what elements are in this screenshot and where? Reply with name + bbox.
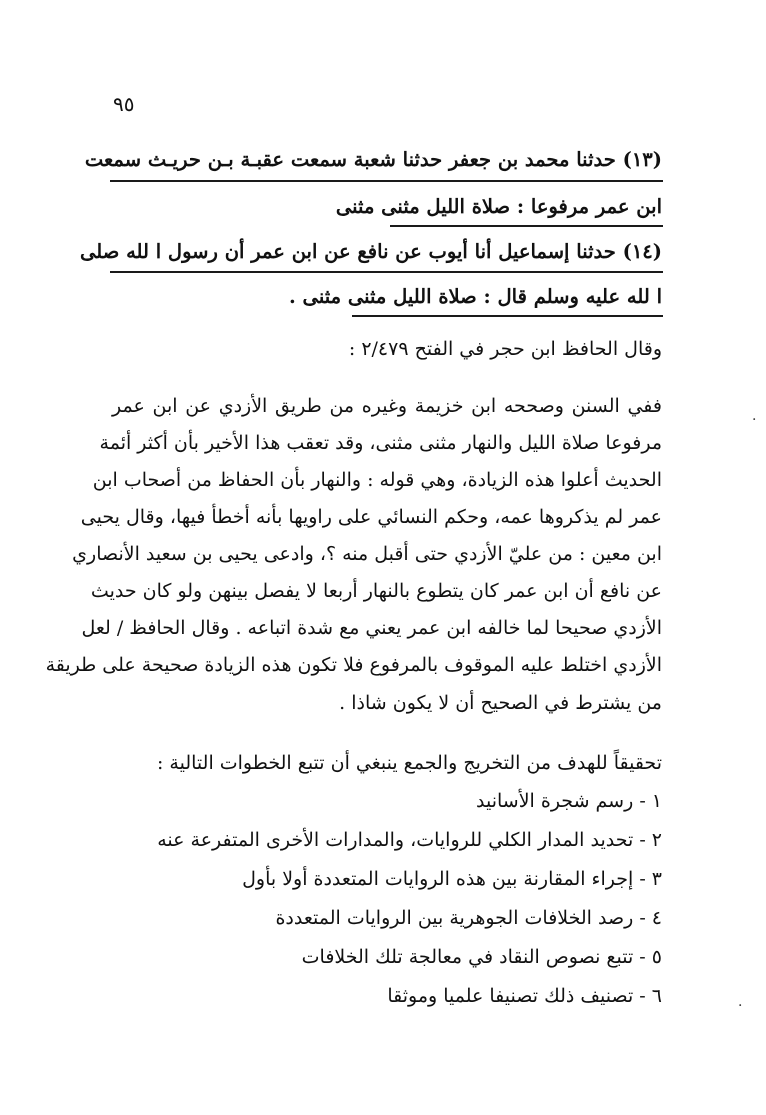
hadith-13-line-1: (١٣) حدثنا محمد بن جعفر حدثنا شعبة سمعت عقبـة بـن حريـث سمعت [84, 148, 662, 171]
scan-speck: · [738, 998, 743, 1014]
hadith-14-line-2: ا لله عليه وسلم قال : صلاة الليل مثنى مثنى . [288, 285, 662, 308]
steps-intro: تحقيقاً للهدف من التخريج والجمع ينبغي أن تتبع الخطوات التالية : [156, 752, 662, 774]
quote-line: مرفوعا صلاة الليل والنهار مثنى مثنى، وقد تعقب هذا الأخير بأن أكثر أئمة [99, 432, 662, 454]
quote-line: عمر لم يذكروها عمه، وحكم النسائي على راويها بأنه أخطأ فيها، وقال يحيى [80, 506, 662, 528]
hadith-13-underline-2 [390, 225, 663, 227]
step-item: ١ - رسم شجرة الأسانيد [476, 790, 662, 812]
quote-line: من يشترط في الصحيح أن لا يكون شاذا . [339, 692, 662, 714]
quote-line: ففي السنن وصححه ابن خزيمة وغيره من طريق الأزدي عن ابن عمر [112, 395, 662, 417]
quote-line: الأزدي صحيحا لما خالفه ابن عمر يعني مع شدة اتباعه . وقال الحافظ / لعل [81, 617, 662, 639]
hadith-13-underline-1 [110, 180, 663, 182]
page-number: ٩٥ [113, 92, 135, 116]
quote-line: الأزدي اختلط عليه الموقوف بالمرفوع فلا تكون هذه الزيادة صحيحة على طريقة [45, 654, 662, 676]
scan-speck: · [752, 412, 757, 428]
step-item: ٣ - إجراء المقارنة بين هذه الروايات المتعددة أولا بأول [242, 868, 662, 890]
hadith-14-underline-2 [352, 315, 663, 317]
quote-line: عن نافع أن ابن عمر كان يتطوع بالنهار أربعا لا يفصل بينهن ولو كان حديث [90, 580, 662, 602]
ibn-hajar-intro: وقال الحافظ ابن حجر في الفتح ٢/٤٧٩ : [348, 338, 662, 360]
step-item: ٢ - تحديد المدار الكلي للروايات، والمدارات الأخرى المتفرعة عنه [157, 829, 662, 851]
quote-line: الحديث أعلوا هذه الزيادة، وهي قوله : والنهار بأن الحفاظ من أصحاب ابن [92, 469, 662, 491]
hadith-14-line-1: (١٤) حدثنا إسماعيل أنا أيوب عن نافع عن ابن عمر أن رسول ا لله صلى [80, 240, 662, 263]
hadith-14-underline-1 [110, 271, 663, 273]
quote-line: ابن معين : من عليّ الأزدي حتى أقبل منه ؟، وادعى يحيى بن سعيد الأنصاري [72, 543, 662, 565]
step-item: ٥ - تتبع نصوص النقاد في معالجة تلك الخلافات [301, 946, 662, 968]
hadith-13-line-2: ابن عمر مرفوعا : صلاة الليل مثنى مثنى [335, 195, 662, 218]
step-item: ٤ - رصد الخلافات الجوهرية بين الروايات المتعددة [275, 907, 662, 929]
step-item: ٦ - تصنيف ذلك تصنيفا علميا وموثقا [387, 985, 662, 1007]
